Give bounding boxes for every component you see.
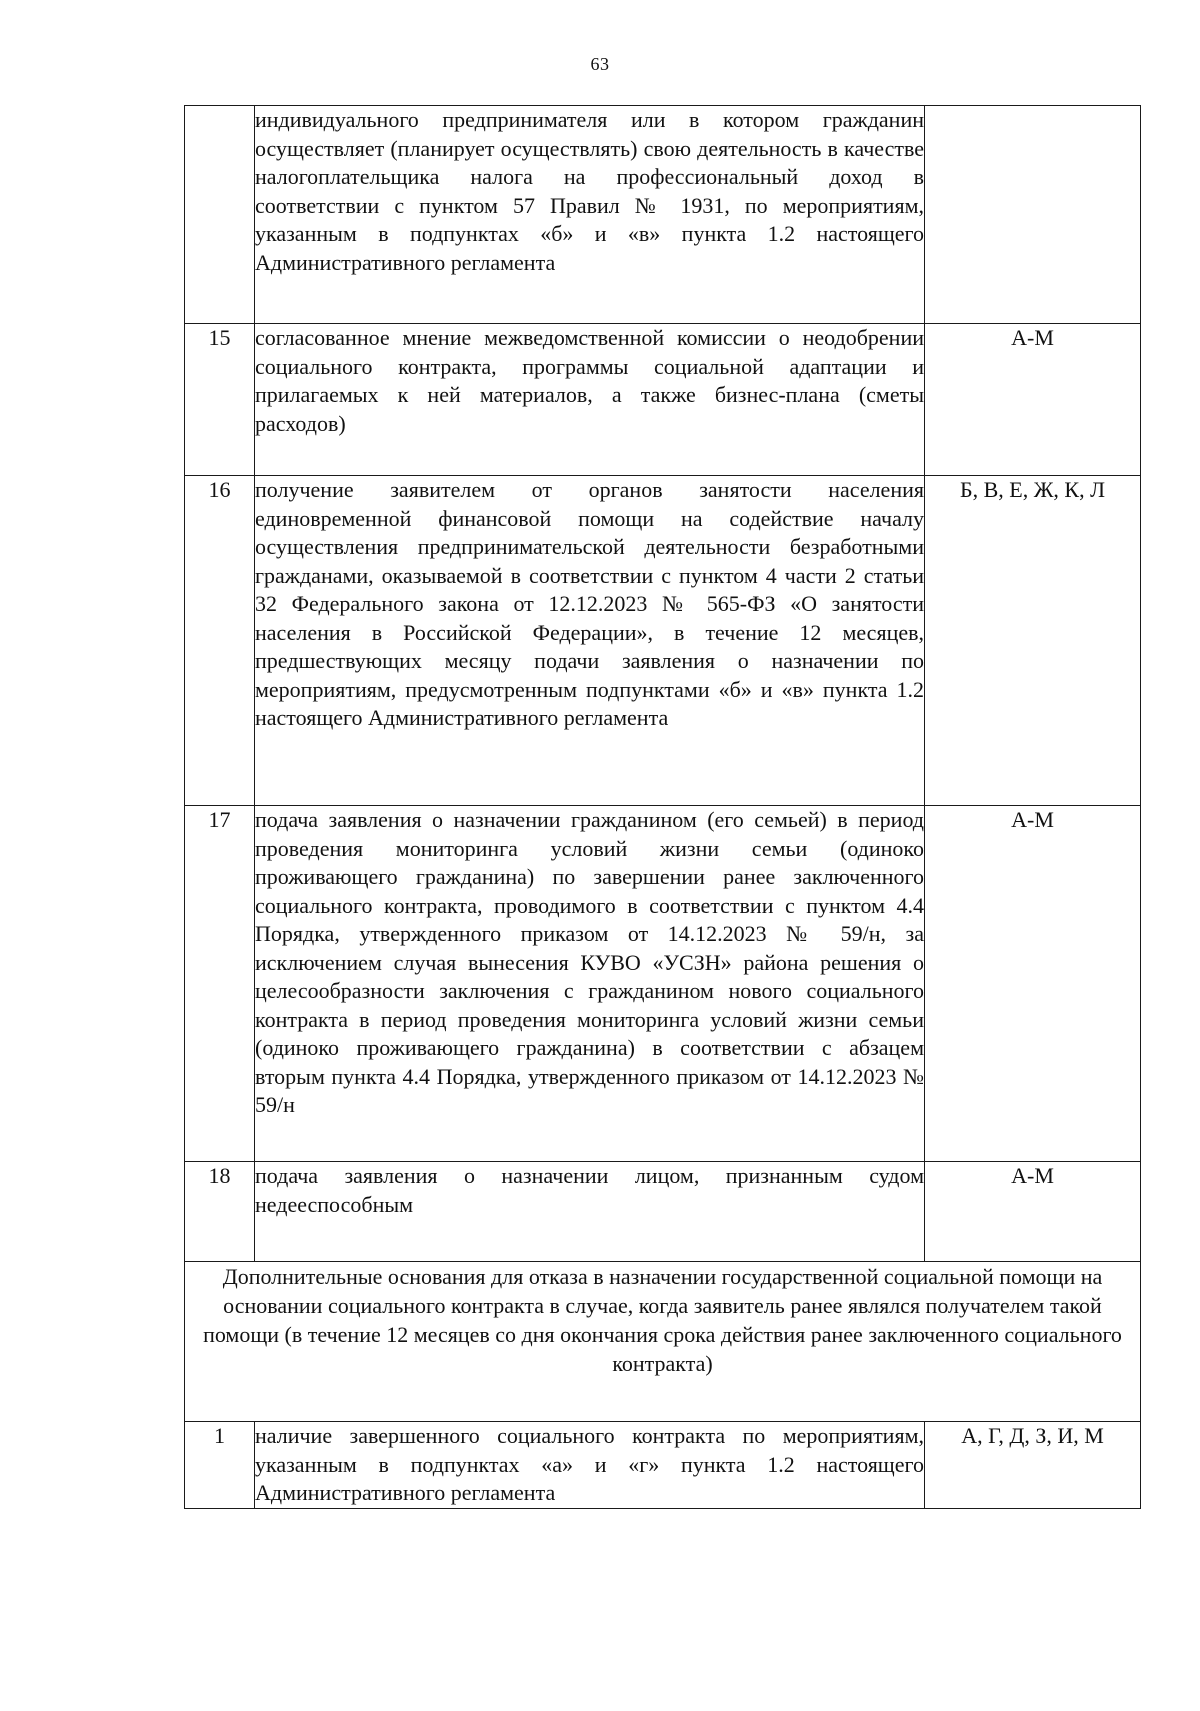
row-code: А-М	[925, 1162, 1141, 1262]
section-heading: Дополнительные основания для отказа в назначении государственной социальной помощи на основании социального контракта в случае, когда заявитель ранее являлся получателем такой помощи (в течение 12 месяцев со дня окончания срока действия ранее заключенного социального контракта)	[185, 1262, 1141, 1422]
table-row	[185, 106, 1141, 324]
row-number: 16	[185, 476, 255, 806]
row-code: Б, В, Е, Ж, К, Л	[925, 476, 1141, 806]
row-code: А-М	[925, 324, 1141, 476]
table-row	[185, 1162, 1141, 1262]
row-text: подача заявления о назначении гражданином (его семьей) в период проведения мониторинга условий жизни семьи (одиноко проживающего гражданина) по завершении ранее заключенного социального контракта, проводимого в соответствии с пунктом 4.4 Порядка, утвержденного приказом от 14.12.2023 № 59/н, за исключением случая вынесения КУВО «УСЗН» района решения о целесообразности заключения с гражданином нового социального контракта в период проведения мониторинга условий жизни семьи (одиноко проживающего гражданина) в соответствии с абзацем вторым пункта 4.4 Порядка, утвержденного приказом от 14.12.2023 № 59/н	[255, 806, 925, 1162]
row-text: индивидуального предпринимателя или в котором гражданин осуществляет (планирует осуществлять) свою деятельность в качестве налогоплательщика налога на профессиональный доход в соответствии с пунктом 57 Правил № 1931, по мероприятиям, указанным в подпунктах «б» и «в» пункта 1.2 настоящего Административного регламента	[255, 106, 925, 324]
row-code: А-М	[925, 806, 1141, 1162]
table-row	[185, 476, 1141, 806]
table-row	[185, 324, 1141, 476]
row-number	[185, 106, 255, 324]
row-text: согласованное мнение межведомственной комиссии о неодобрении социального контракта, программы социальной адаптации и прилагаемых к ней материалов, а также бизнес-плана (сметы расходов)	[255, 324, 925, 476]
section-header-row	[185, 1262, 1141, 1422]
row-number: 18	[185, 1162, 255, 1262]
row-text: получение заявителем от органов занятости населения единовременной финансовой помощи на содействие началу осуществления предпринимательской деятельности безработными гражданами, оказываемой в соответствии с пунктом 4 части 2 статьи 32 Федерального закона от 12.12.2023 № 565-ФЗ «О занятости населения в Российской Федерации», в течение 12 месяцев, предшествующих месяцу подачи заявления о назначении по мероприятиям, предусмотренным подпунктами «б» и «в» пункта 1.2 настоящего Административного регламента	[255, 476, 925, 806]
row-text: наличие завершенного социального контракта по мероприятиям, указанным в подпунктах «а» и «г» пункта 1.2 настоящего Административного регламента	[255, 1422, 925, 1509]
table-row	[185, 1422, 1141, 1509]
grounds-table	[184, 105, 1141, 1509]
table-row	[185, 806, 1141, 1162]
row-number: 1	[185, 1422, 255, 1509]
page-number: 63	[590, 54, 610, 74]
row-code: А, Г, Д, З, И, М	[925, 1422, 1141, 1509]
row-code	[925, 106, 1141, 324]
row-number: 15	[185, 324, 255, 476]
row-text: подача заявления о назначении лицом, признанным судом недееспособным	[255, 1162, 925, 1262]
row-number: 17	[185, 806, 255, 1162]
